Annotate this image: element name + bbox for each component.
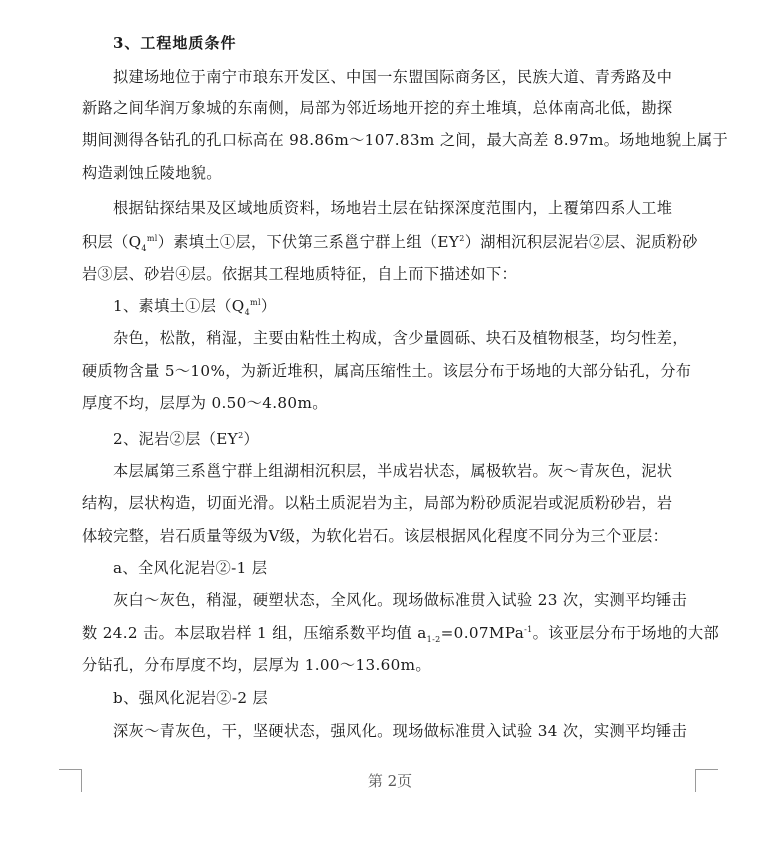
paragraph-line: 厚度不均，层厚为 0.50～4.80m。 xyxy=(82,394,328,412)
subsection-title: b、强风化泥岩②-2 层 xyxy=(113,689,269,707)
paragraph-line: 新路之间华润万象城的东南侧，局部为邻近场地开挖的弃土堆填，总体南高北低，勘探 xyxy=(82,99,673,117)
section-heading: 3、工程地质条件 xyxy=(113,34,237,52)
subsection-title: a、全风化泥岩②-1 层 xyxy=(113,559,268,577)
subsection-title: 1、素填土①层$(Q_4^{ml})$ xyxy=(113,297,277,318)
paragraph-line: 拟建场地位于南宁市琅东开发区、中国一东盟国际商务区，民族大道、青秀路及中 xyxy=(113,68,673,86)
page-number: 第 2页 xyxy=(367,772,413,790)
paragraph-line: 灰白～灰色，稍湿，硬塑状态，全风化。现场做标准贯入试验 23 次，实测平均锤击 xyxy=(113,591,688,609)
paragraph-line: 体较完整，岩石质量等级为Ⅴ级，为软化岩石。该层根据风化程度不同分为三个亚层： xyxy=(82,527,669,545)
paragraph-line: 构造剥蚀丘陵地貌。 xyxy=(82,164,222,182)
paragraph-line: 结构，层状构造，切面光滑。以粘土质泥岩为主，局部为粉砂质泥岩或泥质粉砂岩，岩 xyxy=(82,494,673,512)
paragraph-line: 本层属第三系邕宁群上组湖相沉积层，半成岩状态，属极软岩。灰～青灰色，泥状 xyxy=(113,462,673,480)
paragraph-line: 积层$(Q_4^{ml})$素填土①层，下伏第三系邕宁群上组$(EY^2)$湖相沉积层泥岩②层、泥质粉砂 xyxy=(82,233,698,254)
paragraph-line: 分钻孔，分布厚度不均，层厚为 1.00～13.60m。 xyxy=(82,656,431,674)
paragraph-line: 硬质物含量 5～10%，为新近堆积，属高压缩性土。该层分布于场地的大部分钻孔，分布 xyxy=(82,362,692,380)
paragraph-line: 深灰～青灰色，干，坚硬状态，强风化。现场做标准贯入试验 34 次，实测平均锤击 xyxy=(113,722,688,740)
paragraph-line: 期间测得各钻孔的孔口标高在 98.86m～107.83m 之间，最大高差 8.97m。场地地貌上属于 xyxy=(82,131,729,149)
paragraph-line: 杂色，松散，稍湿，主要由粘性土构成，含少量圆砾、块石及植物根茎，均匀性差， xyxy=(113,329,688,347)
subsection-title: 2、泥岩②层$(EY^2)$ xyxy=(113,430,260,448)
paragraph-line: 岩③层、砂岩④层。依据其工程地质特征，自上而下描述如下： xyxy=(82,265,518,283)
paragraph-line: 数 24.2 击。本层取岩样 1 组，压缩系数平均值 $a_{1-2}=0.07MPa^{-1}$。该亚层分布于场地的大部 xyxy=(82,624,720,645)
paragraph-line: 根据钻探结果及区域地质资料，场地岩土层在钻探深度范围内，上覆第四系人工堆 xyxy=(113,199,673,217)
